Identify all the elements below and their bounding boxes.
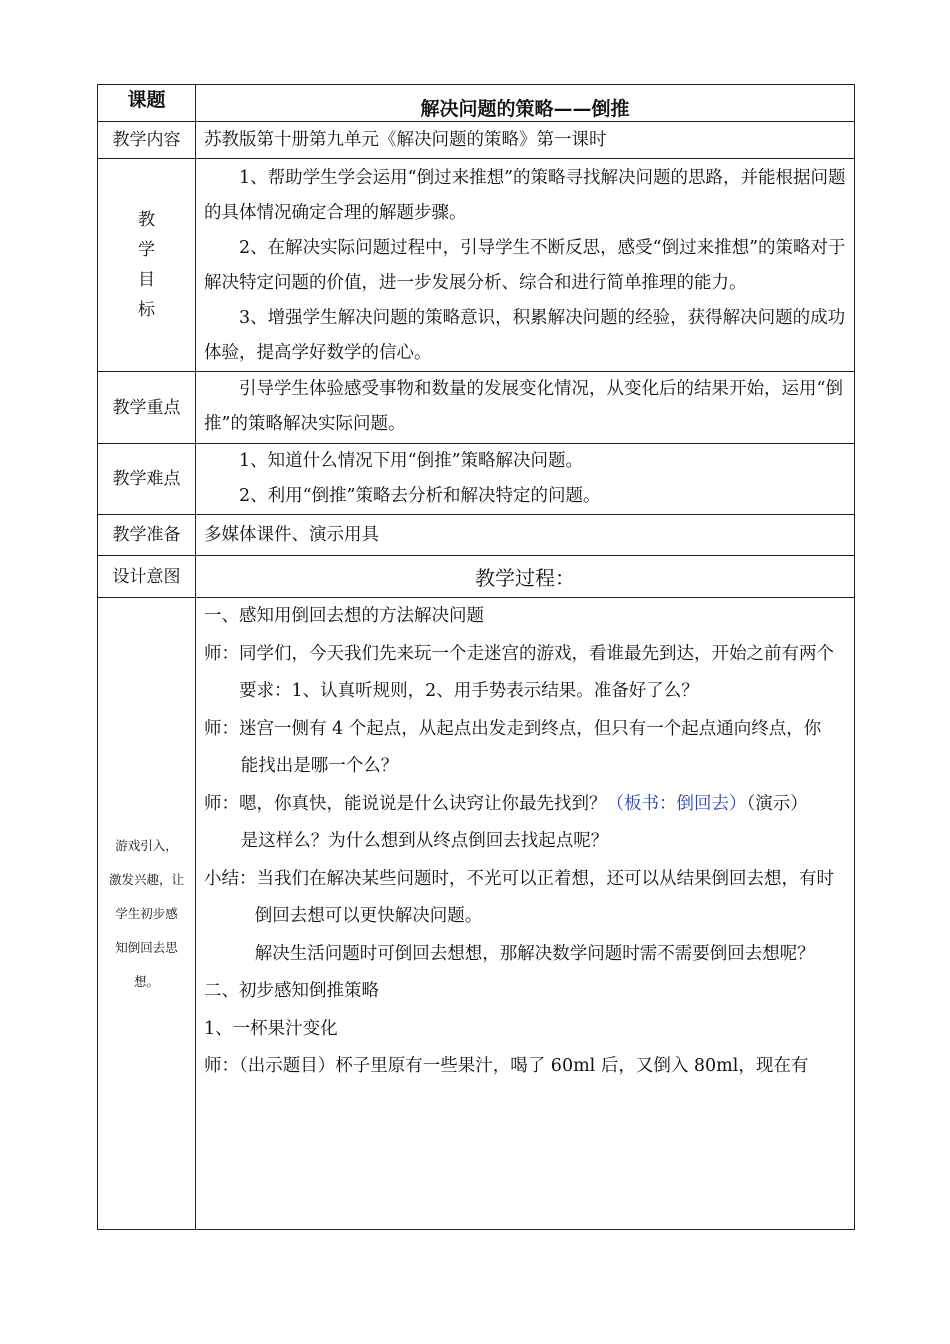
process-line: 是这样么？为什么想到从终点倒回去找起点呢？: [240, 831, 609, 851]
header-label: 课题: [98, 85, 196, 122]
content-label: 教学内容: [98, 122, 196, 159]
lesson-title: 解决问题的策略——倒推: [196, 85, 855, 122]
process-line: 能找出是哪一个么？: [240, 756, 399, 776]
process-row: [98, 598, 855, 1230]
content-row: [98, 122, 855, 159]
process-line: 要求：1、认真听规则，2、用手势表示结果。准备好了么？: [239, 681, 699, 701]
design-intent-label: 设计意图: [98, 556, 196, 598]
objectives-text: [196, 159, 855, 372]
key-points-label: 教学重点: [98, 372, 196, 444]
process-line: 倒回去想可以更快解决问题。: [254, 906, 483, 926]
difficulty-item: 2、利用“倒推”策略去分析和解决特定的问题。: [239, 486, 601, 506]
board-note: （板书：倒回去）: [606, 793, 747, 814]
process-title: 教学过程：: [196, 556, 855, 598]
difficulty-item: 1、知道什么情况下用“倒推”策略解决问题。: [239, 451, 584, 471]
preparation-label: 教学准备: [98, 515, 196, 556]
difficulties-text: [196, 444, 855, 515]
design-note: 游戏引入， 激发兴趣，让 学生初步感 知倒回去思 想。: [98, 598, 196, 1230]
content-text: 苏教版第十册第九单元《解决问题的策略》第一课时: [196, 122, 855, 159]
difficulties-label: 教学难点: [98, 444, 196, 515]
process-line: 1、一杯果汁变化: [204, 1018, 338, 1039]
objective-item: 3、增强学生解决问题的策略意识，积累解决问题的经验，获得解决问题的成功体验，提高学好数学的信心。: [204, 308, 846, 363]
objectives-row: [98, 159, 855, 372]
key-points-text: 引导学生体验感受事物和数量的发展变化情况，从变化后的结果开始，运用“倒推”的策略解决实际问题。: [196, 372, 855, 444]
process-line: 师：（出示题目）杯子里原有一些果汁，喝了 60ml 后，又倒入 80ml，现在有: [204, 1056, 809, 1076]
section-heading: 一、感知用倒回去想的方法解决问题: [204, 606, 484, 626]
section-heading: 二、初步感知倒推策略: [204, 981, 379, 1001]
process-line: 师：同学们，今天我们先来玩一个走迷宫的游戏，看谁最先到达，开始之前有两个: [204, 643, 834, 664]
objectives-label: 教 学 目 标: [98, 159, 196, 372]
key-points-row: [98, 372, 855, 444]
header-row: [98, 85, 855, 122]
lesson-plan-table: [97, 84, 855, 1230]
process-line: 解决生活问题时可倒回去想想，那解决数学问题时需不需要倒回去想呢？: [254, 943, 815, 964]
process-line: 师：迷宫一侧有 4 个起点，从起点出发走到终点，但只有一个起点通向终点，你: [204, 718, 822, 739]
process-line: 师：嗯，你真快，能说说是什么诀窍让你最先找到？（板书：倒回去）（演示）: [204, 793, 808, 814]
preparation-text: 多媒体课件、演示用具: [196, 515, 855, 556]
difficulties-row: [98, 444, 855, 515]
process-header-row: [98, 556, 855, 598]
process-text: [196, 598, 855, 1230]
objective-item: 2、在解决实际问题过程中，引导学生不断反思，感受“倒过来推想”的策略对于解决特定问题的价值，进一步发展分析、综合和进行简单推理的能力。: [204, 238, 846, 293]
preparation-row: [98, 515, 855, 556]
objective-item: 1、帮助学生学会运用“倒过来推想”的策略寻找解决问题的思路，并能根据问题的具体情况确定合理的解题步骤。: [204, 168, 846, 223]
process-line: 小结：当我们在解决某些问题时，不光可以正着想，还可以从结果倒回去想，有时: [204, 868, 834, 889]
